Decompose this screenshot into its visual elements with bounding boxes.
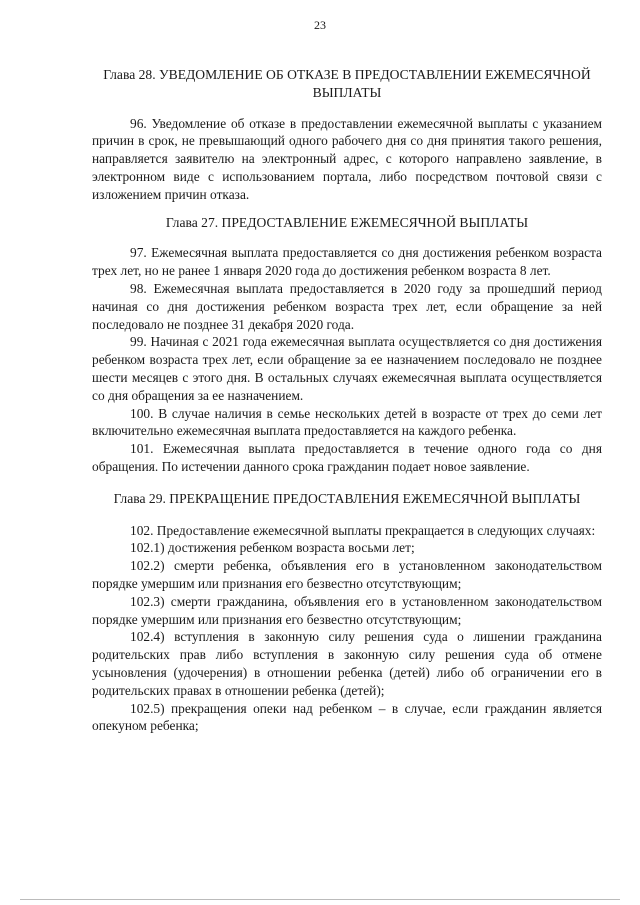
paragraph-102: 102. Предоставление ежемесячной выплаты прекращается в следующих случаях: — [130, 522, 596, 538]
paragraph-96: 96. Уведомление об отказе в предоставлении ежемесячной выплаты с указанием причин в срок, не превышающий одного рабочего дня со дня принятия такого решения, направляется заявителю на электронный адрес, с которого направлено заявление, в электронном виде с использованием портала, либо посредством почтовой связи с изложением причин отказа. — [92, 115, 602, 202]
chapter-27-heading: Глава 27. ПРЕДОСТАВЛЕНИЕ ЕЖЕМЕСЯЧНОЙ ВЫПЛАТЫ — [165, 214, 529, 230]
paragraph-97: 97. Ежемесячная выплата предоставляется со дня достижения ребенком возраста трех лет, но не ранее 1 января 2020 года до достижения ребенком возраста 8 лет. — [92, 245, 602, 279]
paragraph-102-3: 102.3) смерти гражданина, объявления его в установленном законодательством порядке умершим или признания его безвестно отсутствующим; — [92, 593, 602, 627]
paragraph-99: 99. Начиная с 2021 года ежемесячная выплата осуществляется со дня достижения ребенком возраста трех лет, если обращение за ее назначением последовало не позднее шести месяцев с этого дня. В остальных случаях ежемесячная выплата осуществляется со дня обращения за ее назначением. — [92, 334, 602, 403]
paragraph-98: 98. Ежемесячная выплата предоставляется в 2020 году за прошедший период начиная со дня достижения ребенком возраста трех лет, если обращение за ней последовало не позднее 31 декабря 2020 года. — [92, 280, 602, 332]
page-number: 23 — [314, 18, 326, 32]
chapter-29-heading: Глава 29. ПРЕКРАЩЕНИЕ ПРЕДОСТАВЛЕНИЯ ЕЖЕМЕСЯЧНОЙ ВЫПЛАТЫ — [113, 490, 581, 506]
paragraph-102-4: 102.4) вступления в законную силу решения суда о лишении гражданина родительских прав либо вступления в законную силу решения суда об отмене усыновления (удочерения) в отношении ребенка (детей) либо об ограничении его в родительских правах в отношении ребенка (детей); — [92, 629, 602, 698]
footer-divider — [20, 899, 620, 901]
paragraph-102-2: 102.2) смерти ребенка, объявления его в установленном законодательством порядке умершим или признания его безвестно отсутствующим; — [92, 558, 602, 591]
chapter-28-heading: Глава 28. УВЕДОМЛЕНИЕ ОБ ОТКАЗЕ В ПРЕДОСТАВЛЕНИИ ЕЖЕМЕСЯЧНОЙ ВЫПЛАТЫ — [103, 67, 591, 100]
paragraph-102-5: 102.5) прекращения опеки над ребенком – в случае, если гражданин является опекуном ребенка; — [92, 700, 602, 734]
paragraph-100: 100. В случае наличия в семье нескольких детей в возрасте от трех до семи лет включительно ежемесячная выплата предоставляется на каждого ребенка. — [92, 405, 602, 439]
paragraph-101: 101. Ежемесячная выплата предоставляется в течение одного года со дня обращения. По истечении данного срока гражданин подает новое заявление. — [92, 441, 602, 474]
paragraph-102-1: 102.1) достижения ребенком возраста восьми лет; — [130, 540, 415, 556]
document-body — [92, 66, 602, 735]
